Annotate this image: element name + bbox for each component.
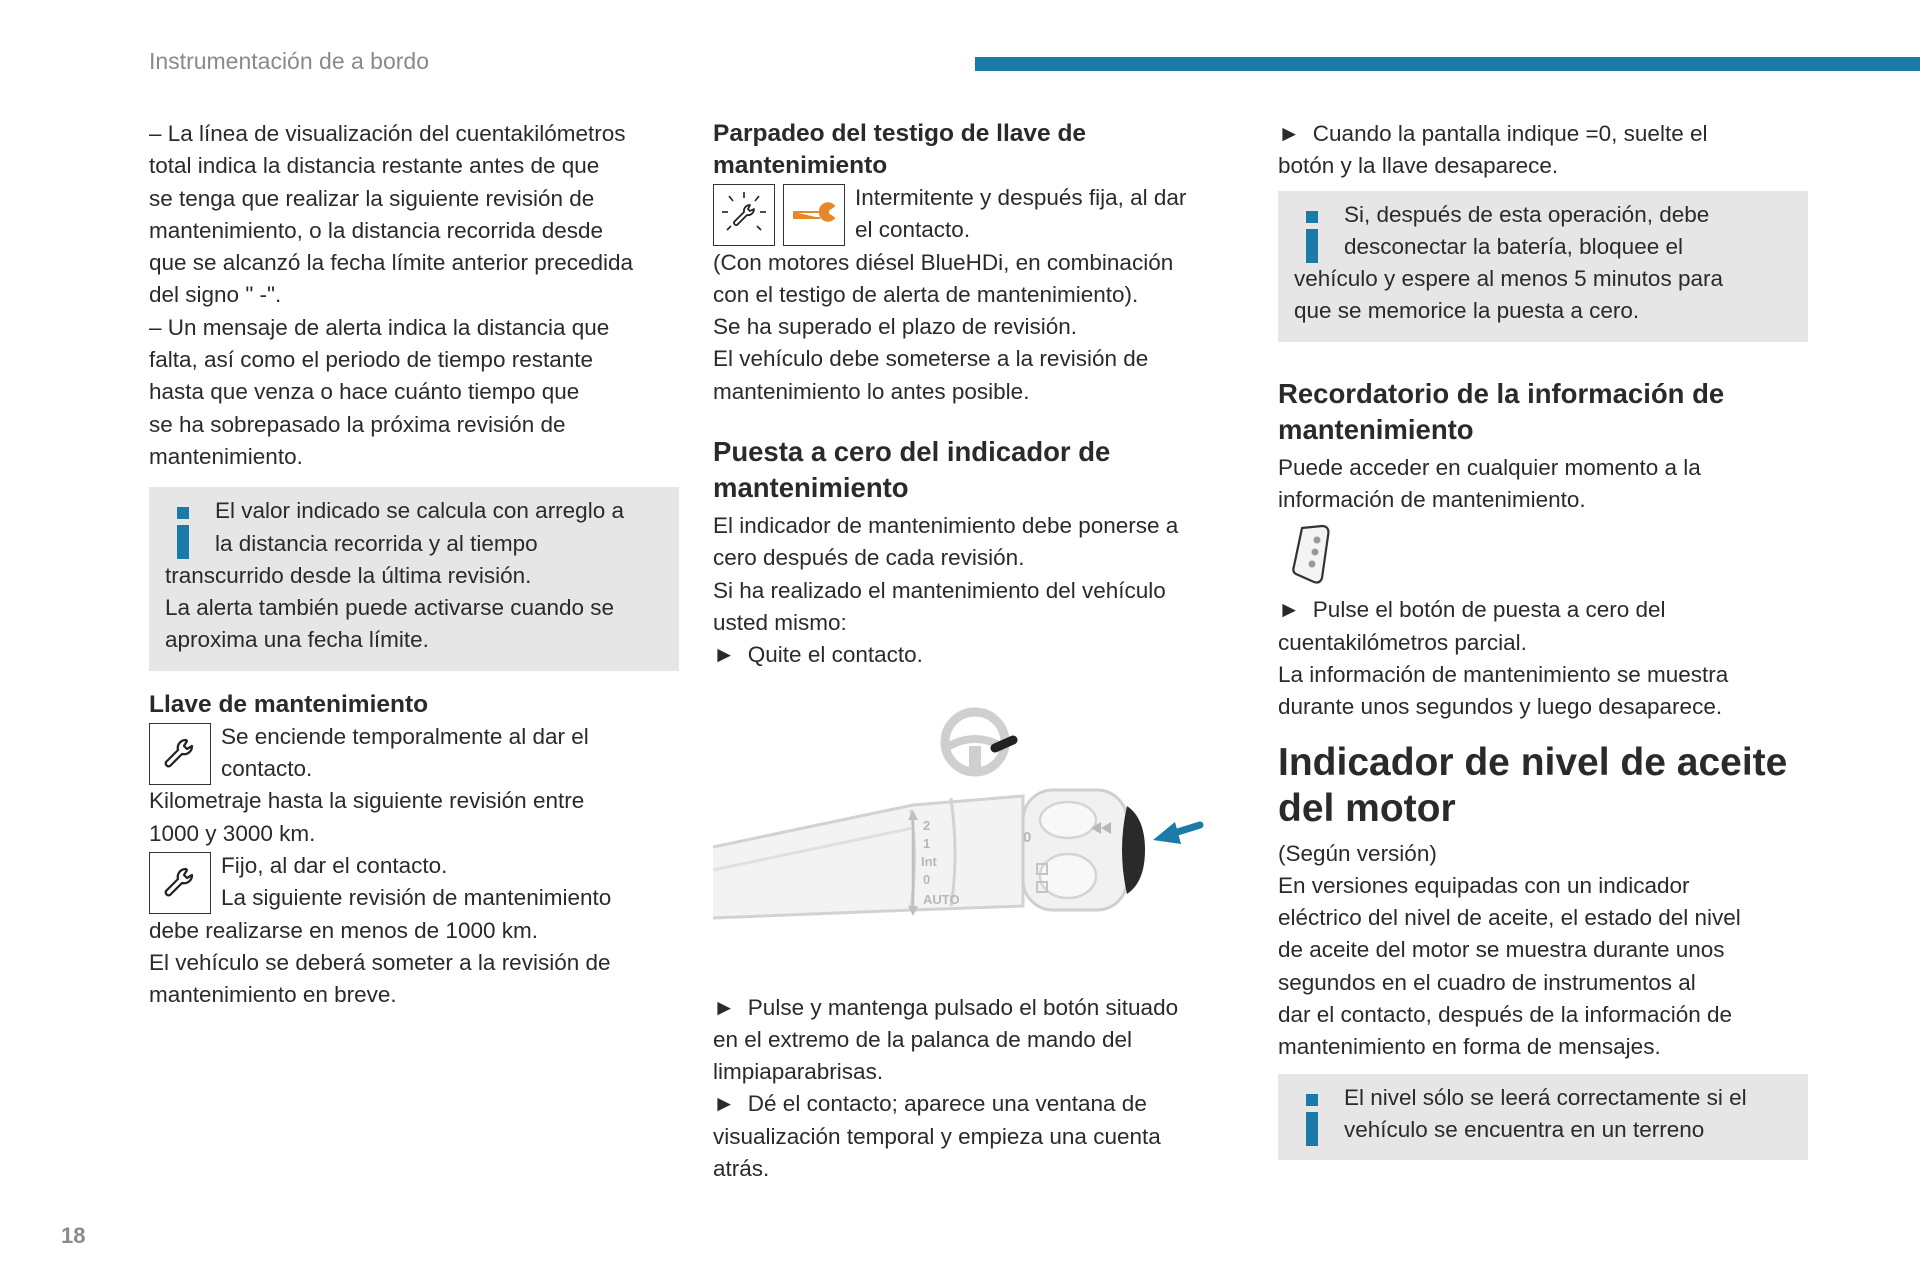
text-line: Pulse y mantenga pulsado el botón situado bbox=[747, 994, 1179, 1020]
info-box-oil bbox=[1278, 1074, 1808, 1161]
button-label: 0 bbox=[1023, 828, 1032, 846]
text-line: El nivel sólo se leerá correctamente si el bbox=[1344, 1084, 1747, 1110]
heading-line: mantenimiento bbox=[713, 472, 909, 504]
info-icon-bar bbox=[177, 525, 189, 559]
lever-label: 1 bbox=[923, 835, 931, 851]
text-line: La alerta también puede activarse cuando se bbox=[165, 595, 615, 621]
text-line: transcurrido desde la última revisión. bbox=[165, 562, 532, 588]
info-icon bbox=[177, 507, 189, 519]
text-line: botón y la llave desaparece. bbox=[1278, 153, 1559, 179]
text-line: Pulse el botón de puesta a cero del bbox=[1312, 597, 1666, 623]
text-line: del signo " -". bbox=[149, 282, 282, 308]
column-1 bbox=[149, 118, 679, 1011]
heading-line: mantenimiento bbox=[1278, 413, 1474, 445]
heading-line: Indicador de nivel de aceite bbox=[1278, 740, 1788, 784]
flashing-wrench-icon bbox=[713, 184, 775, 246]
text-line: con el testigo de alerta de mantenimiento). bbox=[713, 281, 1139, 307]
text-line: mantenimiento en breve. bbox=[149, 982, 397, 1008]
heading-maintenance-recall bbox=[1278, 376, 1808, 448]
text-line: debe realizarse en menos de 1000 km. bbox=[149, 917, 538, 943]
text-line: eléctrico del nivel de aceite, el estado del nivel bbox=[1278, 905, 1741, 931]
heading-line: mantenimiento bbox=[713, 152, 888, 179]
text-line: la distancia recorrida y al tiempo bbox=[215, 530, 538, 556]
column-3 bbox=[1278, 118, 1808, 1178]
text-line: Fijo, al dar el contacto. bbox=[221, 852, 448, 878]
flash-icon-row bbox=[713, 182, 1233, 247]
text-line: se ha sobrepasado la próxima revisión de bbox=[149, 411, 566, 437]
header-title: Instrumentación de a bordo bbox=[149, 48, 430, 74]
text-line: se tenga que realizar la siguiente revisión de bbox=[149, 185, 595, 211]
text-line: contacto. bbox=[221, 756, 313, 782]
heading-line: Parpadeo del testigo de llave de bbox=[713, 120, 1087, 147]
text-line: El valor indicado se calcula con arreglo a bbox=[215, 498, 624, 524]
heading-flashing-key bbox=[713, 118, 1233, 182]
press-arrow-icon bbox=[1153, 822, 1200, 844]
text-line: segundos en el cuadro de instrumentos al bbox=[1278, 969, 1696, 995]
lever-label: 0 bbox=[923, 871, 931, 887]
text-line: Dé el contacto; aparece una ventana de bbox=[747, 1091, 1147, 1117]
text-line: información de mantenimiento. bbox=[1278, 487, 1586, 513]
text-line: dar el contacto, después de la información de bbox=[1278, 1002, 1733, 1028]
paragraph-odometer bbox=[149, 118, 679, 473]
text-line: (Según versión) bbox=[1278, 840, 1437, 866]
text-line: 1000 y 3000 km. bbox=[149, 820, 316, 846]
text-line: aproxima una fecha límite. bbox=[165, 627, 429, 653]
text-line: mantenimiento lo antes posible. bbox=[713, 378, 1030, 404]
column-2 bbox=[713, 118, 1233, 1185]
paragraph-step5 bbox=[1278, 594, 1808, 723]
header-accent-bar bbox=[975, 57, 1920, 71]
text-line: Si, después de esta operación, debe bbox=[1344, 201, 1710, 227]
steering-wheel-icon bbox=[945, 712, 1013, 772]
key-row-fixed bbox=[149, 850, 679, 915]
key-row-temporary bbox=[149, 721, 679, 786]
text-line: El vehículo debe someterse a la revisión de bbox=[713, 346, 1149, 372]
heading-line: Recordatorio de la información de bbox=[1278, 377, 1725, 409]
text-line: de aceite del motor se muestra durante unos bbox=[1278, 937, 1725, 963]
bullet-arrow-icon: ► bbox=[1278, 597, 1301, 623]
text-line: La siguiente revisión de mantenimiento bbox=[221, 885, 612, 911]
paragraph-step4 bbox=[1278, 118, 1808, 183]
paragraph-steps bbox=[713, 992, 1233, 1186]
lever-label: 2 bbox=[923, 817, 931, 833]
text-line: En versiones equipadas con un indicador bbox=[1278, 872, 1690, 898]
reset-push-button bbox=[1122, 806, 1145, 894]
text-line: limpiaparabrisas. bbox=[713, 1059, 884, 1085]
paragraph-reset bbox=[713, 510, 1233, 671]
info-box-calculation bbox=[149, 487, 679, 670]
heading-reset-indicator bbox=[713, 434, 1233, 506]
text-line: vehículo se encuentra en un terreno bbox=[1344, 1116, 1705, 1142]
text-line: Kilometraje hasta la siguiente revisión entre bbox=[149, 788, 585, 814]
text-line: usted mismo: bbox=[713, 609, 847, 635]
text-line: desconectar la batería, bloquee el bbox=[1344, 233, 1683, 259]
lever-label: Int bbox=[921, 853, 937, 869]
text-line: La información de mantenimiento se muestra bbox=[1278, 661, 1729, 687]
text-line: El indicador de mantenimiento debe ponerse a bbox=[713, 513, 1179, 539]
heading-maintenance-key: Llave de mantenimiento bbox=[149, 690, 429, 718]
lever-label: AUTO bbox=[923, 891, 960, 907]
wiper-stalk-illustration bbox=[713, 680, 1233, 992]
text-line: visualización temporal y empieza una cuenta bbox=[713, 1123, 1161, 1149]
text-line: mantenimiento. bbox=[149, 443, 303, 469]
text-line: que se memorice la puesta a cero. bbox=[1294, 298, 1640, 324]
text-line: Se ha superado el plazo de revisión. bbox=[713, 314, 1077, 340]
wrench-warning-icon bbox=[783, 184, 845, 246]
bullet-arrow-icon: ► bbox=[1278, 121, 1301, 146]
wrench-icon bbox=[149, 852, 211, 914]
text-line: – Un mensaje de alerta indica la distancia que bbox=[149, 314, 610, 340]
bullet-arrow-icon: ► bbox=[713, 994, 736, 1020]
paragraph-oil bbox=[1278, 838, 1808, 1064]
text-line: (Con motores diésel BlueHDi, en combinación bbox=[713, 249, 1174, 275]
paragraph-recall bbox=[1278, 452, 1808, 517]
text-line: Cuando la pantalla indique =0, suelte el bbox=[1312, 121, 1708, 146]
text-line: cero después de cada revisión. bbox=[713, 545, 1025, 571]
bullet-arrow-icon: ► bbox=[713, 642, 736, 668]
text-line: Puede acceder en cualquier momento a la bbox=[1278, 454, 1701, 480]
text-line: mantenimiento, o la distancia recorrida desde bbox=[149, 217, 603, 243]
text-line: vehículo y espere al menos 5 minutos para bbox=[1294, 266, 1723, 292]
paragraph-flash bbox=[713, 247, 1233, 408]
wiper-stalk-diagram bbox=[713, 680, 1233, 992]
text-line: atrás. bbox=[713, 1156, 770, 1182]
info-icon bbox=[1306, 211, 1318, 223]
text-line: falta, así como el periodo de tiempo restante bbox=[149, 347, 594, 373]
text-line: que se alcanzó la fecha límite anterior precedida bbox=[149, 250, 634, 276]
bullet-arrow-icon: ► bbox=[713, 1091, 736, 1117]
text-line: el contacto. bbox=[855, 217, 971, 243]
text-line: mantenimiento en forma de mensajes. bbox=[1278, 1034, 1661, 1060]
info-icon bbox=[1306, 1094, 1318, 1106]
info-box-battery bbox=[1278, 191, 1808, 342]
text-line: total indica la distancia restante antes de que bbox=[149, 153, 600, 179]
text-line: cuentakilómetros parcial. bbox=[1278, 629, 1527, 655]
page-number: 18 bbox=[61, 1223, 86, 1248]
heading-line: del motor bbox=[1278, 786, 1456, 830]
heading-oil-level bbox=[1278, 740, 1808, 832]
heading-line: Puesta a cero del indicador de bbox=[713, 436, 1111, 468]
trip-reset-button-icon bbox=[1288, 522, 1808, 594]
text-line: Quite el contacto. bbox=[747, 642, 923, 668]
text-line: Si ha realizado el mantenimiento del vehículo bbox=[713, 577, 1166, 603]
text-line: en el extremo de la palanca de mando del bbox=[713, 1026, 1133, 1052]
text-line: Se enciende temporalmente al dar el bbox=[221, 723, 589, 749]
text-line: – La línea de visualización del cuentakilómetros bbox=[149, 121, 626, 146]
info-icon-bar bbox=[1306, 1112, 1318, 1146]
text-line: El vehículo se deberá someter a la revisión de bbox=[149, 949, 611, 975]
wrench-icon bbox=[149, 723, 211, 785]
text-line: hasta que venza o hace cuánto tiempo que bbox=[149, 379, 580, 405]
info-icon-bar bbox=[1306, 229, 1318, 263]
text-line: durante unos segundos y luego desaparece. bbox=[1278, 694, 1723, 720]
text-line: Intermitente y después fija, al dar bbox=[855, 185, 1187, 210]
